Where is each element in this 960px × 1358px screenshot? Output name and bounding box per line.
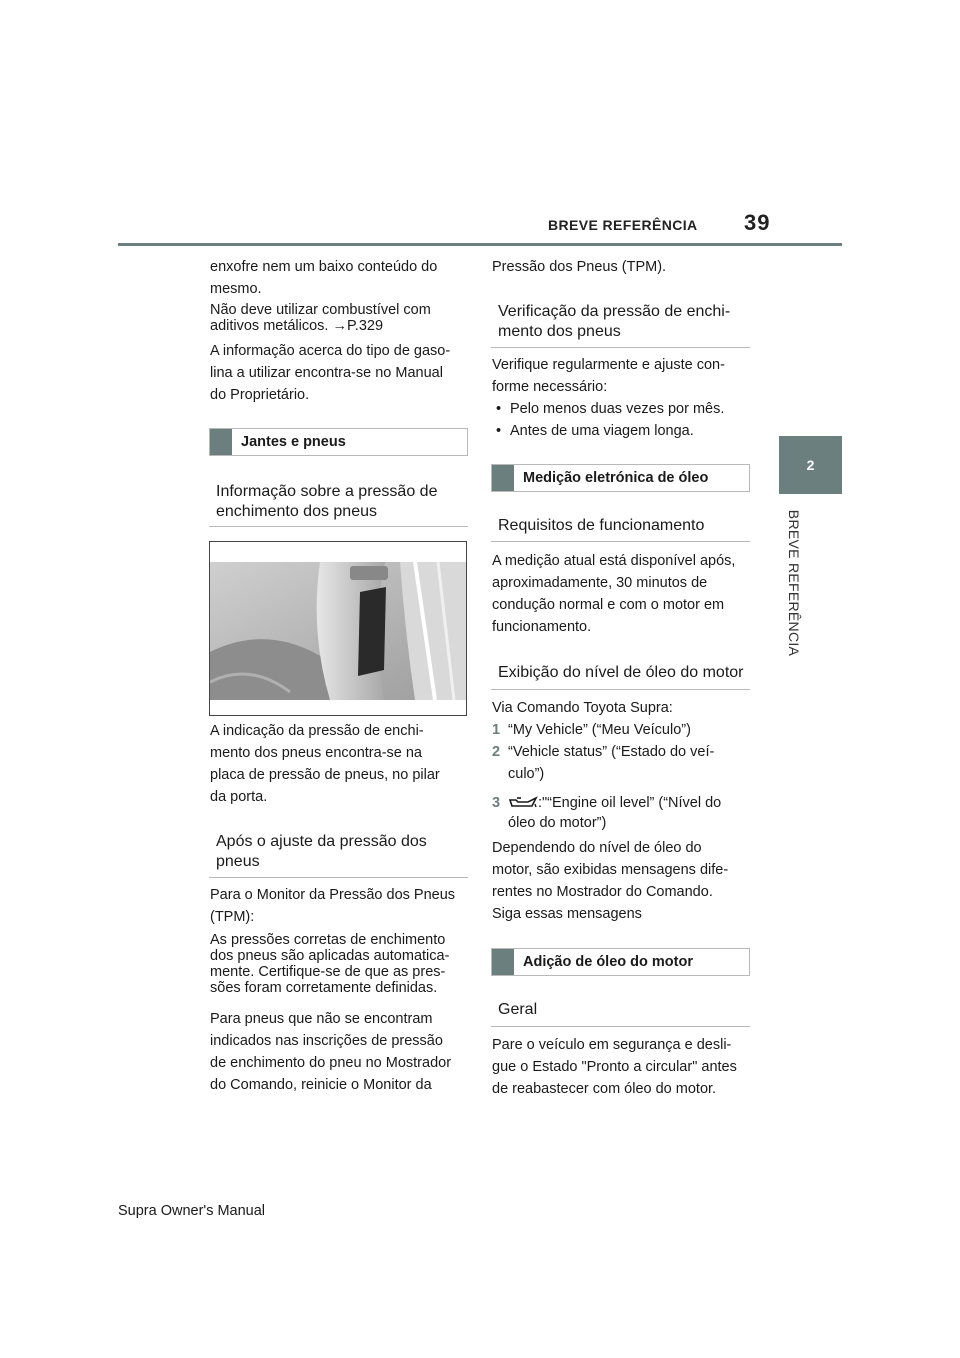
tpm-auto-line: dos pneus são aplicadas automatica-	[210, 948, 450, 964]
depending-line: Siga essas mensagens	[492, 906, 642, 922]
check-line: Verifique regularmente e ajuste con-	[492, 357, 725, 373]
tpm-auto-line: sões foram corretamente definidas.	[210, 980, 438, 996]
caption-line: da porta.	[210, 789, 268, 805]
subheading-line: Requisitos de funcionamento	[498, 517, 705, 534]
heading-marker	[210, 429, 232, 455]
metal-line: Não deve utilizar combustível com	[210, 302, 431, 318]
tpm-reset-line: indicados nas inscrições de pressão	[210, 1033, 443, 1049]
step-text: :"“Engine oil level” (“Nível do	[538, 795, 722, 811]
requirements-line: A medição atual está disponível após,	[492, 553, 736, 569]
depending-line: rentes no Mostrador do Comando.	[492, 884, 713, 900]
subheading-line: Após o ajuste da pressão dos	[216, 833, 427, 850]
step-number: 1	[492, 722, 501, 738]
oil-can-icon	[508, 796, 538, 810]
step-text: “My Vehicle” (“Meu Veículo”)	[508, 722, 691, 738]
depending-line: Dependendo do nível de óleo do	[492, 840, 702, 856]
page-number: 39	[744, 210, 771, 235]
tpm-auto-line: As pressões corretas de enchimento	[210, 932, 446, 948]
tpm-intro	[210, 884, 472, 928]
intro-line: mesmo.	[210, 281, 262, 297]
oil-display-steps	[492, 697, 754, 785]
step-item	[492, 741, 754, 763]
step-3	[492, 795, 754, 831]
section-heading-text: Jantes e pneus	[241, 434, 346, 450]
metal-line: aditivos metálicos. →P.329	[210, 318, 384, 334]
metal-additives-note	[210, 302, 472, 334]
tire-pressure-placard	[358, 587, 386, 676]
requirements-text	[492, 550, 754, 638]
tpm-reset-line: Para pneus que não se encontram	[210, 1011, 433, 1027]
step-item	[492, 719, 754, 741]
tpm-auto-line: mente. Certifique-se de que as pres-	[210, 964, 446, 980]
requirements-line: aproximadamente, 30 minutos de	[492, 575, 708, 591]
step-text-cont: óleo do motor”)	[508, 815, 607, 831]
subheading-line: enchimento dos pneus	[216, 503, 377, 520]
depending-text	[492, 837, 754, 925]
fuel-line: A informação acerca do tipo de gaso-	[210, 343, 451, 359]
caption-line: placa de pressão de pneus, no pilar	[210, 767, 440, 783]
check-line: forme necessário:	[492, 379, 608, 395]
running-header-title: BREVE REFERÊNCIA	[548, 217, 698, 233]
fuel-line: lina a utilizar encontra-se no Manual	[210, 365, 443, 381]
subheading-pressure-info	[209, 482, 468, 527]
subheading-after-adjust	[209, 832, 468, 878]
step-text: “Vehicle status” (“Estado do veí-	[508, 744, 715, 760]
caption-line: mento dos pneus encontra-se na	[210, 745, 422, 761]
step-item	[492, 795, 754, 811]
section-heading-add-oil	[491, 948, 750, 976]
caption-line: A indicação da pressão de enchi-	[210, 723, 424, 739]
depending-line: motor, são exibidas mensagens dife-	[492, 862, 729, 878]
subheading-line: Verificação da pressão de enchi-	[498, 303, 731, 320]
check-intro	[492, 354, 754, 442]
bullet-item: • Pelo menos duas vezes por mês.	[492, 398, 754, 420]
section-heading-wheels	[209, 428, 468, 456]
via-line: Via Comando Toyota Supra:	[492, 700, 673, 716]
chapter-side-label	[784, 505, 804, 660]
general-line: gue o Estado "Pronto a circular" antes	[492, 1059, 737, 1075]
header-rule	[118, 243, 842, 246]
left-intro	[210, 256, 472, 300]
intro-line: enxofre nem um baixo conteúdo do	[210, 259, 438, 275]
tpm-line: (TPM):	[210, 909, 255, 925]
tpm-reset-line: do Comando, reinicie o Monitor da	[210, 1077, 432, 1093]
requirements-line: condução normal e com o motor em	[492, 597, 725, 613]
section-heading-text: Adição de óleo do motor	[523, 954, 693, 970]
subheading-line: mento dos pneus	[498, 323, 621, 340]
subheading-line: pneus	[216, 853, 260, 870]
subheading-general	[491, 1000, 750, 1027]
fuel-line: do Proprietário.	[210, 387, 310, 403]
door-pillar-figure	[209, 541, 467, 716]
subheading-line: Geral	[498, 1001, 538, 1018]
section-heading-oil-measurement	[491, 464, 750, 492]
tpm-line: Para o Monitor da Pressão dos Pneus	[210, 887, 456, 903]
tpm-auto	[210, 932, 472, 996]
footer-manual-name: Supra Owner's Manual	[118, 1203, 266, 1219]
subheading-oil-display	[491, 663, 750, 690]
heading-marker	[492, 465, 514, 491]
general-line: de reabastecer com óleo do motor.	[492, 1081, 717, 1097]
bullet-item: • Antes de uma viagem longa.	[492, 420, 754, 442]
requirements-line: funcionamento.	[492, 619, 592, 635]
tpm-end-line: Pressão dos Pneus (TPM).	[492, 259, 667, 275]
tpm-reset	[210, 1008, 472, 1096]
subheading-requirements	[491, 516, 750, 542]
subheading-line: Exibição do nível de óleo do motor	[498, 664, 744, 681]
chapter-tab: 2	[779, 436, 842, 494]
figure-caption	[210, 720, 472, 808]
step-number: 3	[492, 795, 501, 811]
tire-pressure-label-photo	[210, 542, 466, 715]
section-heading-text: Medição eletrónica de óleo	[523, 470, 709, 486]
general-text	[492, 1034, 754, 1100]
step-text-cont: culo”)	[508, 766, 545, 782]
subheading-line: Informação sobre a pressão de	[216, 483, 438, 500]
tpm-end	[492, 256, 754, 278]
subheading-check-pressure	[491, 302, 750, 348]
chapter-side-label-text: BREVE REFERÊNCIA	[786, 509, 803, 656]
general-line: Pare o veículo em segurança e desli-	[492, 1037, 732, 1053]
tpm-reset-line: de enchimento do pneu no Mostrador	[210, 1055, 452, 1071]
heading-marker	[492, 949, 514, 975]
fuel-info	[210, 340, 472, 406]
step-number: 2	[492, 744, 501, 760]
